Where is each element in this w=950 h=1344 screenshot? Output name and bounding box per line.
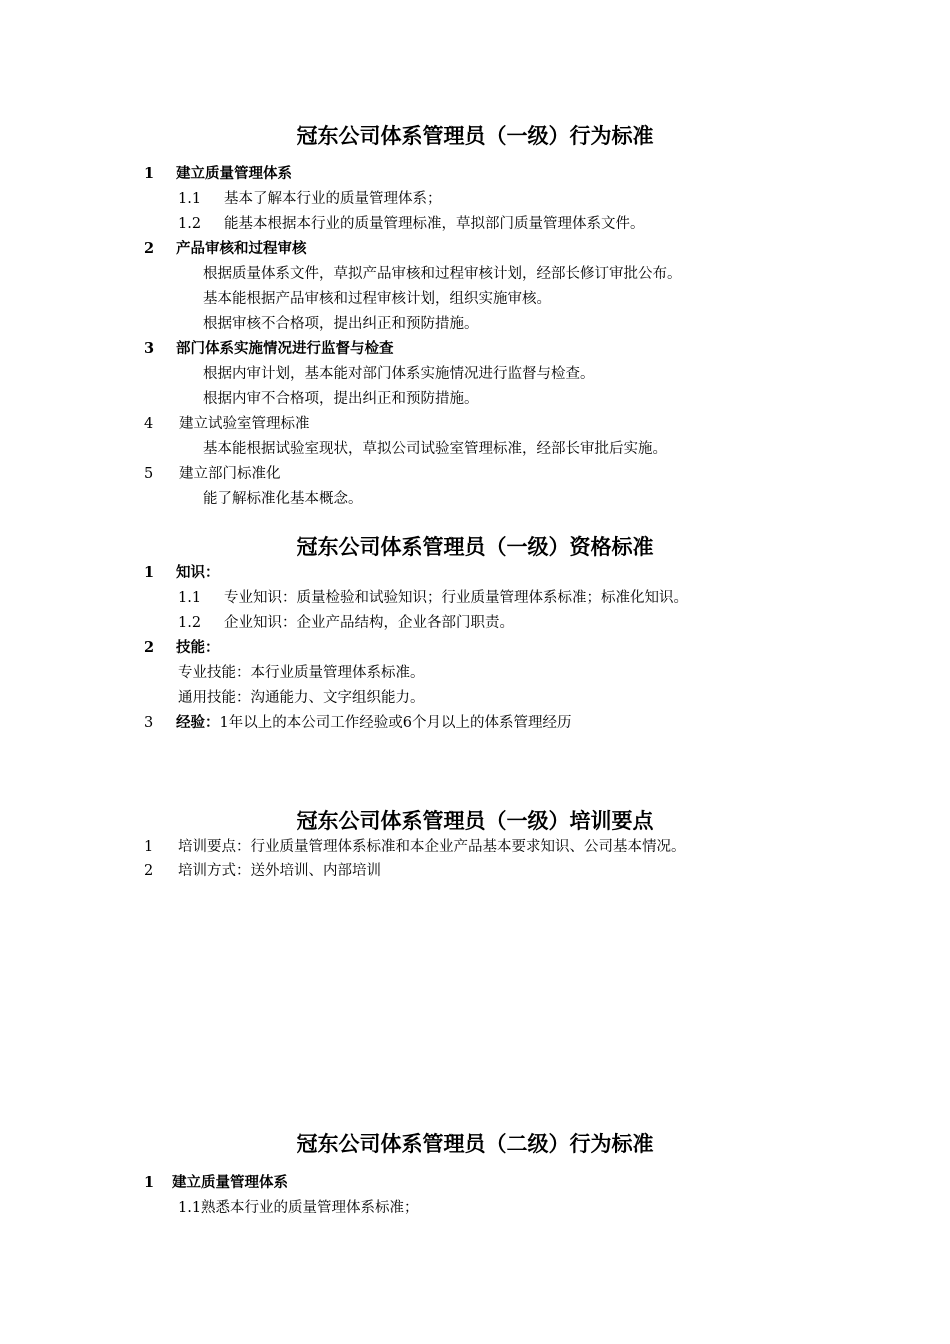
list-item: [144, 414, 310, 434]
item-text: 根据内审不合格项，提出纠正和预防措施。: [203, 391, 479, 407]
item-number: 3: [144, 340, 155, 357]
item-text: 通用技能：沟通能力、文字组织能力。: [178, 690, 425, 706]
list-item: [178, 588, 688, 608]
item-number: 1: [144, 564, 155, 581]
list-item: [144, 464, 281, 484]
item-number: 1.1: [178, 191, 202, 207]
item-number: 4: [144, 416, 154, 432]
section-title-qualification-level1: 冠东公司体系管理员（一级）资格标准: [296, 534, 654, 559]
item-text: 1年以上的本公司工作经验或6个月以上的体系管理经历: [219, 715, 572, 731]
item-heading: 部门体系实施情况进行监督与检查: [176, 340, 394, 357]
item-heading: 产品审核和过程审核: [176, 240, 307, 257]
item-number: 2: [144, 639, 155, 656]
item-text: 培训方式：送外培训、内部培训: [178, 863, 381, 879]
item-text: 基本能根据试验室现状，草拟公司试验室管理标准，经部长审批后实施。: [203, 441, 667, 457]
item-number: 1: [144, 165, 155, 182]
item-number: 2: [144, 863, 154, 879]
item-text: 专业技能：本行业质量管理体系标准。: [178, 665, 425, 681]
list-item: [144, 713, 571, 733]
item-text: 能了解标准化基本概念。: [203, 491, 363, 507]
item-number: 1.1: [178, 590, 202, 606]
list-item: [144, 339, 394, 359]
item-text: 根据审核不合格项，提出纠正和预防措施。: [203, 316, 479, 332]
item-heading: 经验：: [176, 714, 220, 731]
item-text: 1.1熟悉本行业的质量管理体系标准；: [178, 1200, 419, 1216]
item-heading: 建立质量管理体系: [176, 165, 292, 182]
item-text: 根据质量体系文件，草拟产品审核和过程审核计划，经部长修订审批公布。: [203, 266, 682, 282]
item-heading: 技能：: [176, 639, 220, 656]
section-title-behavior-level1: 冠东公司体系管理员（一级）行为标准: [296, 123, 654, 148]
item-number: 1.2: [178, 615, 202, 631]
item-heading: 建立质量管理体系: [172, 1174, 288, 1191]
section-title-behavior-level2: 冠东公司体系管理员（二级）行为标准: [296, 1131, 654, 1156]
item-text: 能基本根据本行业的质量管理标准，草拟部门质量管理体系文件。: [224, 216, 645, 232]
item-number: 1: [144, 839, 154, 855]
item-number: 1: [144, 1174, 155, 1191]
item-text: 企业知识：企业产品结构，企业各部门职责。: [224, 615, 514, 631]
item-number: 2: [144, 240, 155, 257]
list-item: [144, 861, 381, 881]
item-number: 5: [144, 466, 154, 482]
list-item: [144, 239, 307, 259]
item-text: 基本了解本行业的质量管理体系；: [224, 191, 442, 207]
list-item: [178, 214, 645, 234]
section-title-training-level1: 冠东公司体系管理员（一级）培训要点: [296, 808, 654, 833]
list-item: [144, 1173, 288, 1193]
item-text: 培训要点：行业质量管理体系标准和本企业产品基本要求知识、公司基本情况。: [178, 839, 686, 855]
item-text: 根据内审计划，基本能对部门体系实施情况进行监督与检查。: [203, 366, 595, 382]
list-item: [178, 613, 514, 633]
item-heading: 建立试验室管理标准: [179, 416, 310, 432]
item-number: 3: [144, 715, 154, 731]
list-item: [144, 638, 220, 658]
list-item: [144, 563, 220, 583]
list-item: [144, 837, 686, 857]
item-heading: 建立部门标准化: [179, 466, 281, 482]
item-text: 专业知识：质量检验和试验知识；行业质量管理体系标准；标准化知识。: [224, 590, 688, 606]
item-text: 基本能根据产品审核和过程审核计划，组织实施审核。: [203, 291, 551, 307]
item-number: 1.2: [178, 216, 202, 232]
list-item: [178, 189, 442, 209]
item-heading: 知识：: [176, 564, 220, 581]
list-item: [144, 164, 292, 184]
